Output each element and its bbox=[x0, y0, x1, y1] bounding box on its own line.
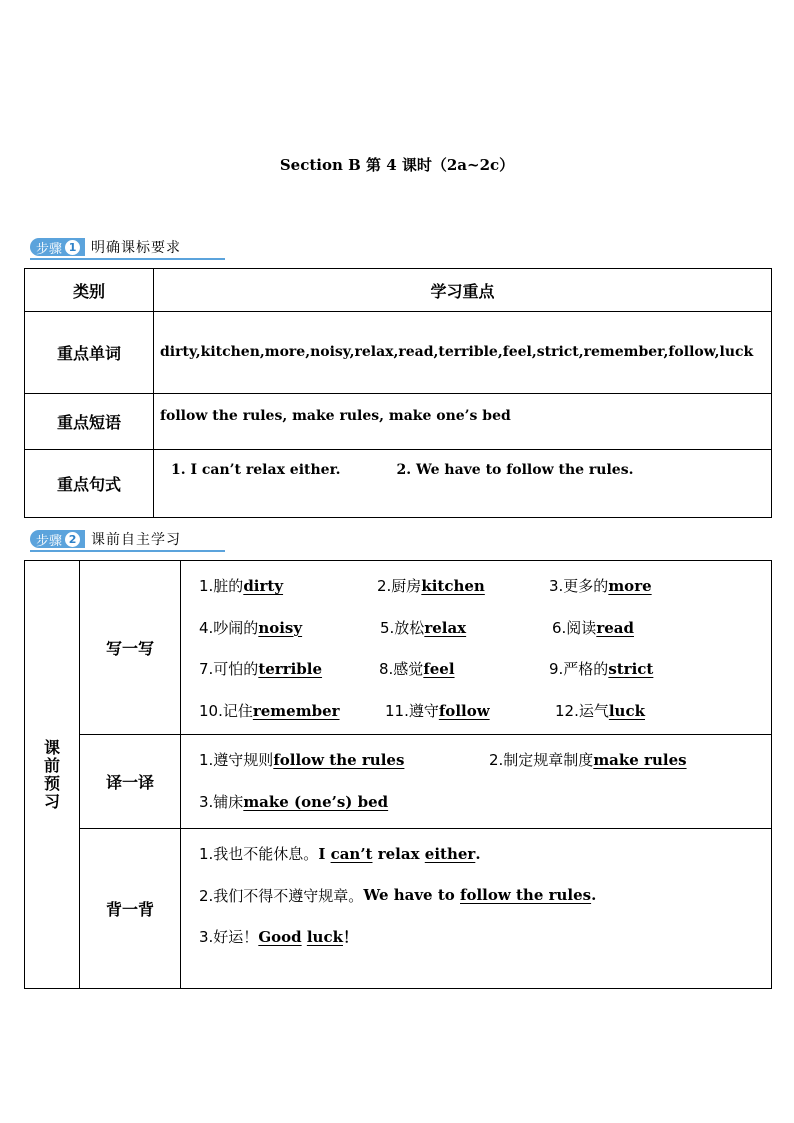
table-row bbox=[25, 450, 772, 518]
answer: feel bbox=[423, 660, 455, 679]
step-number: 1 bbox=[65, 240, 80, 255]
answer: can’t bbox=[330, 844, 373, 863]
recite-sentence: 3.好运！ Good luck ！ bbox=[199, 927, 359, 947]
step-underline bbox=[30, 550, 225, 552]
step-badge bbox=[30, 530, 85, 548]
answer: strict bbox=[608, 660, 654, 679]
step-badge-label: 步骤 bbox=[36, 241, 63, 257]
step-2-heading bbox=[30, 529, 181, 549]
answer: kitchen bbox=[421, 577, 485, 596]
answer: more bbox=[608, 577, 652, 596]
answer: luck bbox=[608, 701, 645, 720]
recite-label: 背一背 bbox=[80, 829, 181, 989]
step-underline bbox=[30, 258, 225, 260]
step-number: 2 bbox=[65, 532, 80, 547]
page-title: Section B 第 4 课时（2a~2c） bbox=[279, 156, 515, 174]
row-label: 重点句式 bbox=[25, 450, 154, 518]
step-badge-label: 步骤 bbox=[36, 533, 63, 549]
translate-exercise: 1.遵守规则follow the rules 2.制定规章制度make rules 3.铺床make (one’s) bed bbox=[181, 735, 772, 829]
answer: Good bbox=[258, 927, 302, 946]
recite-sentence: 1.我也不能休息。 I can’t relax either . bbox=[199, 844, 481, 864]
answer: make rules bbox=[593, 751, 687, 770]
table-row bbox=[25, 312, 772, 394]
answer: follow the rules bbox=[273, 751, 405, 770]
preview-table bbox=[24, 560, 772, 989]
answer: terrible bbox=[258, 660, 323, 679]
table-row bbox=[25, 561, 772, 735]
write-label: 写一写 bbox=[80, 561, 181, 735]
answer: relax bbox=[424, 618, 467, 637]
key-words: dirty,kitchen,more,noisy,relax,read,terrible,feel,strict,remember,follow,luck bbox=[154, 312, 772, 394]
table-row bbox=[25, 735, 772, 829]
table-row bbox=[25, 829, 772, 989]
objectives-table bbox=[24, 268, 772, 518]
answer: read bbox=[596, 618, 634, 637]
answer: follow the rules bbox=[460, 886, 592, 905]
sentence-1: 1. I can’t relax either. bbox=[171, 462, 341, 478]
header-category: 类别 bbox=[25, 269, 154, 312]
sentence-2: 2. We have to follow the rules. bbox=[396, 462, 634, 478]
step-badge bbox=[30, 238, 85, 256]
answer: noisy bbox=[258, 618, 303, 637]
answer: either bbox=[424, 844, 476, 863]
answer: dirty bbox=[243, 577, 284, 596]
step-title: 明确课标要求 bbox=[91, 240, 182, 256]
write-exercise: 1.脏的dirty 2.厨房kitchen 3.更多的more 4.吵闹的noisy 5.放松relax 6.阅读read 7.可怕的terrible 8.感觉feel 9.严格的strict 10.记住remember 11.遵守follow 12.运气luck bbox=[181, 561, 772, 735]
step-title: 课前自主学习 bbox=[91, 532, 182, 548]
translate-label: 译一译 bbox=[80, 735, 181, 829]
row-label: 重点短语 bbox=[25, 394, 154, 450]
row-label: 重点单词 bbox=[25, 312, 154, 394]
answer: follow bbox=[438, 701, 490, 720]
key-sentences bbox=[154, 450, 772, 518]
answer: remember bbox=[252, 701, 340, 720]
table-row bbox=[25, 394, 772, 450]
key-phrases: follow the rules, make rules, make one’s bed bbox=[154, 394, 772, 450]
recite-sentence: 2.我们不得不遵守规章。 We have to follow the rules . bbox=[199, 886, 597, 905]
recite-exercise bbox=[181, 829, 772, 989]
side-label: 课前预习 bbox=[25, 561, 80, 989]
answer: make (one’s) bed bbox=[243, 792, 389, 811]
answer: luck bbox=[306, 927, 343, 946]
step-1-heading bbox=[30, 237, 181, 257]
header-focus: 学习重点 bbox=[154, 269, 772, 312]
table-header-row bbox=[25, 269, 772, 312]
